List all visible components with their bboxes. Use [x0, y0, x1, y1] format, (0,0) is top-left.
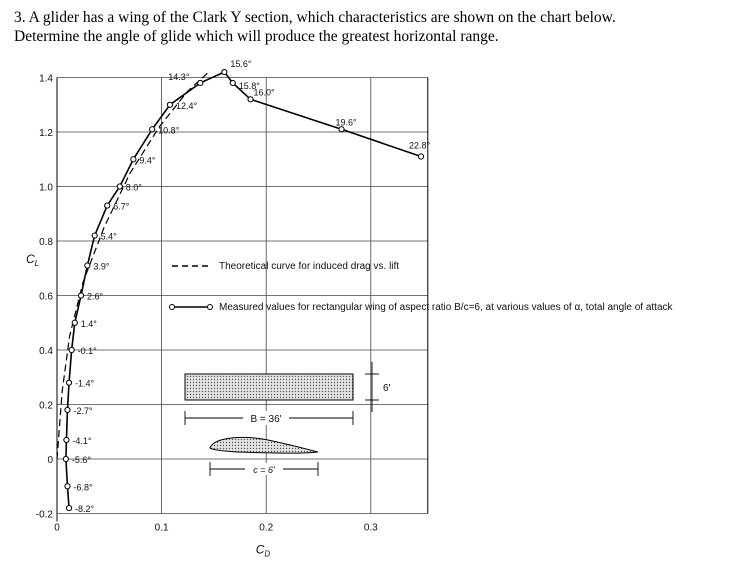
measured-point	[65, 407, 70, 412]
question-line-1: 3. A glider has a wing of the Clark Y section, which characteristics are shown on the chart below.	[14, 9, 616, 26]
measured-point	[248, 97, 253, 102]
legend-marker-right	[208, 305, 213, 310]
measured-point	[69, 347, 74, 352]
measured-point	[72, 320, 77, 325]
point-label: 1.4°	[80, 318, 97, 329]
height-label: 6'	[383, 383, 391, 394]
wing-planform-sketch	[185, 362, 391, 425]
y-tick-label: -0.2	[35, 509, 53, 521]
measured-point	[92, 233, 97, 238]
measured-point	[222, 69, 227, 74]
question-line-2: Determine the angle of glide which will produce the greatest horizontal range.	[14, 28, 499, 45]
point-label: -6.8°	[73, 482, 93, 493]
measured-point	[230, 80, 235, 85]
legend-marker-left	[170, 305, 175, 310]
point-label: -2.7°	[73, 405, 93, 416]
point-label: 10.8°	[158, 125, 180, 136]
y-tick-label: 0.4	[39, 346, 53, 357]
point-label: -4.1°	[72, 435, 92, 446]
measured-point	[64, 437, 69, 442]
measured-point	[418, 154, 423, 159]
point-label: -0.1°	[77, 346, 97, 356]
measured-point	[65, 484, 70, 489]
measured-point	[63, 456, 68, 461]
y-tick-label: 1.0	[39, 182, 53, 194]
measured-point	[78, 293, 83, 298]
point-label: 5.4°	[100, 231, 117, 242]
chord-label: c = 6'	[253, 465, 275, 475]
y-tick-label: 1.2	[39, 128, 53, 139]
measured-point	[131, 157, 136, 162]
point-label: -8.2°	[75, 504, 95, 515]
point-label: 2.6°	[87, 291, 104, 302]
x-tick-label: 0.2	[259, 522, 274, 534]
x-tick-label: 0	[54, 522, 60, 534]
question-text	[14, 8, 724, 46]
measured-point	[339, 127, 344, 132]
point-label: 15.8°	[238, 80, 260, 91]
y-tick-label: 0	[47, 455, 53, 466]
airfoil-profile	[210, 437, 318, 453]
legend-theoretical-label: Theoretical curve for induced drag vs. lift	[219, 261, 400, 272]
measured-point	[66, 505, 71, 510]
point-label: 9.4°	[139, 155, 156, 166]
measured-point	[85, 263, 90, 268]
x-axis-title: $C_D$	[255, 542, 271, 559]
wing-planform	[185, 374, 353, 400]
y-tick-label: 0.2	[39, 400, 53, 412]
point-label: 19.6°	[335, 117, 357, 128]
point-label: 12.4°	[175, 100, 198, 111]
span-label: B = 36'	[250, 414, 282, 425]
point-label: 6.7°	[113, 201, 130, 212]
point-label: -1.4°	[75, 378, 95, 389]
point-label: 3.9°	[93, 261, 110, 272]
measured-point	[66, 380, 71, 385]
legend	[170, 261, 674, 313]
measured-point	[150, 127, 155, 132]
point-label: 14.3°	[168, 71, 190, 82]
x-tick-label: 0.1	[154, 522, 169, 534]
y-tick-label: 0.6	[39, 291, 53, 303]
point-label: -5.6°	[71, 455, 92, 465]
clark-y-polar-chart	[0, 58, 735, 582]
y-tick-label: 0.8	[39, 237, 53, 248]
point-label: 15.6°	[230, 59, 252, 70]
point-label: 16.0°	[253, 87, 275, 98]
point-label: 22.8°	[409, 140, 431, 151]
x-tick-label: 0.3	[363, 522, 378, 534]
legend-measured-label: Measured values for rectangular wing of aspect ratio B/c=6, at various values of α, total angle of attack	[219, 302, 673, 313]
measured-point	[117, 184, 122, 189]
point-label: 8.0°	[125, 182, 142, 193]
measured-point	[198, 80, 203, 85]
airfoil-sketch	[210, 437, 318, 476]
measured-point	[167, 102, 172, 107]
y-tick-label: 1.4	[39, 73, 53, 85]
y-axis-title: $C_L$	[26, 251, 40, 268]
measured-point	[105, 203, 110, 208]
